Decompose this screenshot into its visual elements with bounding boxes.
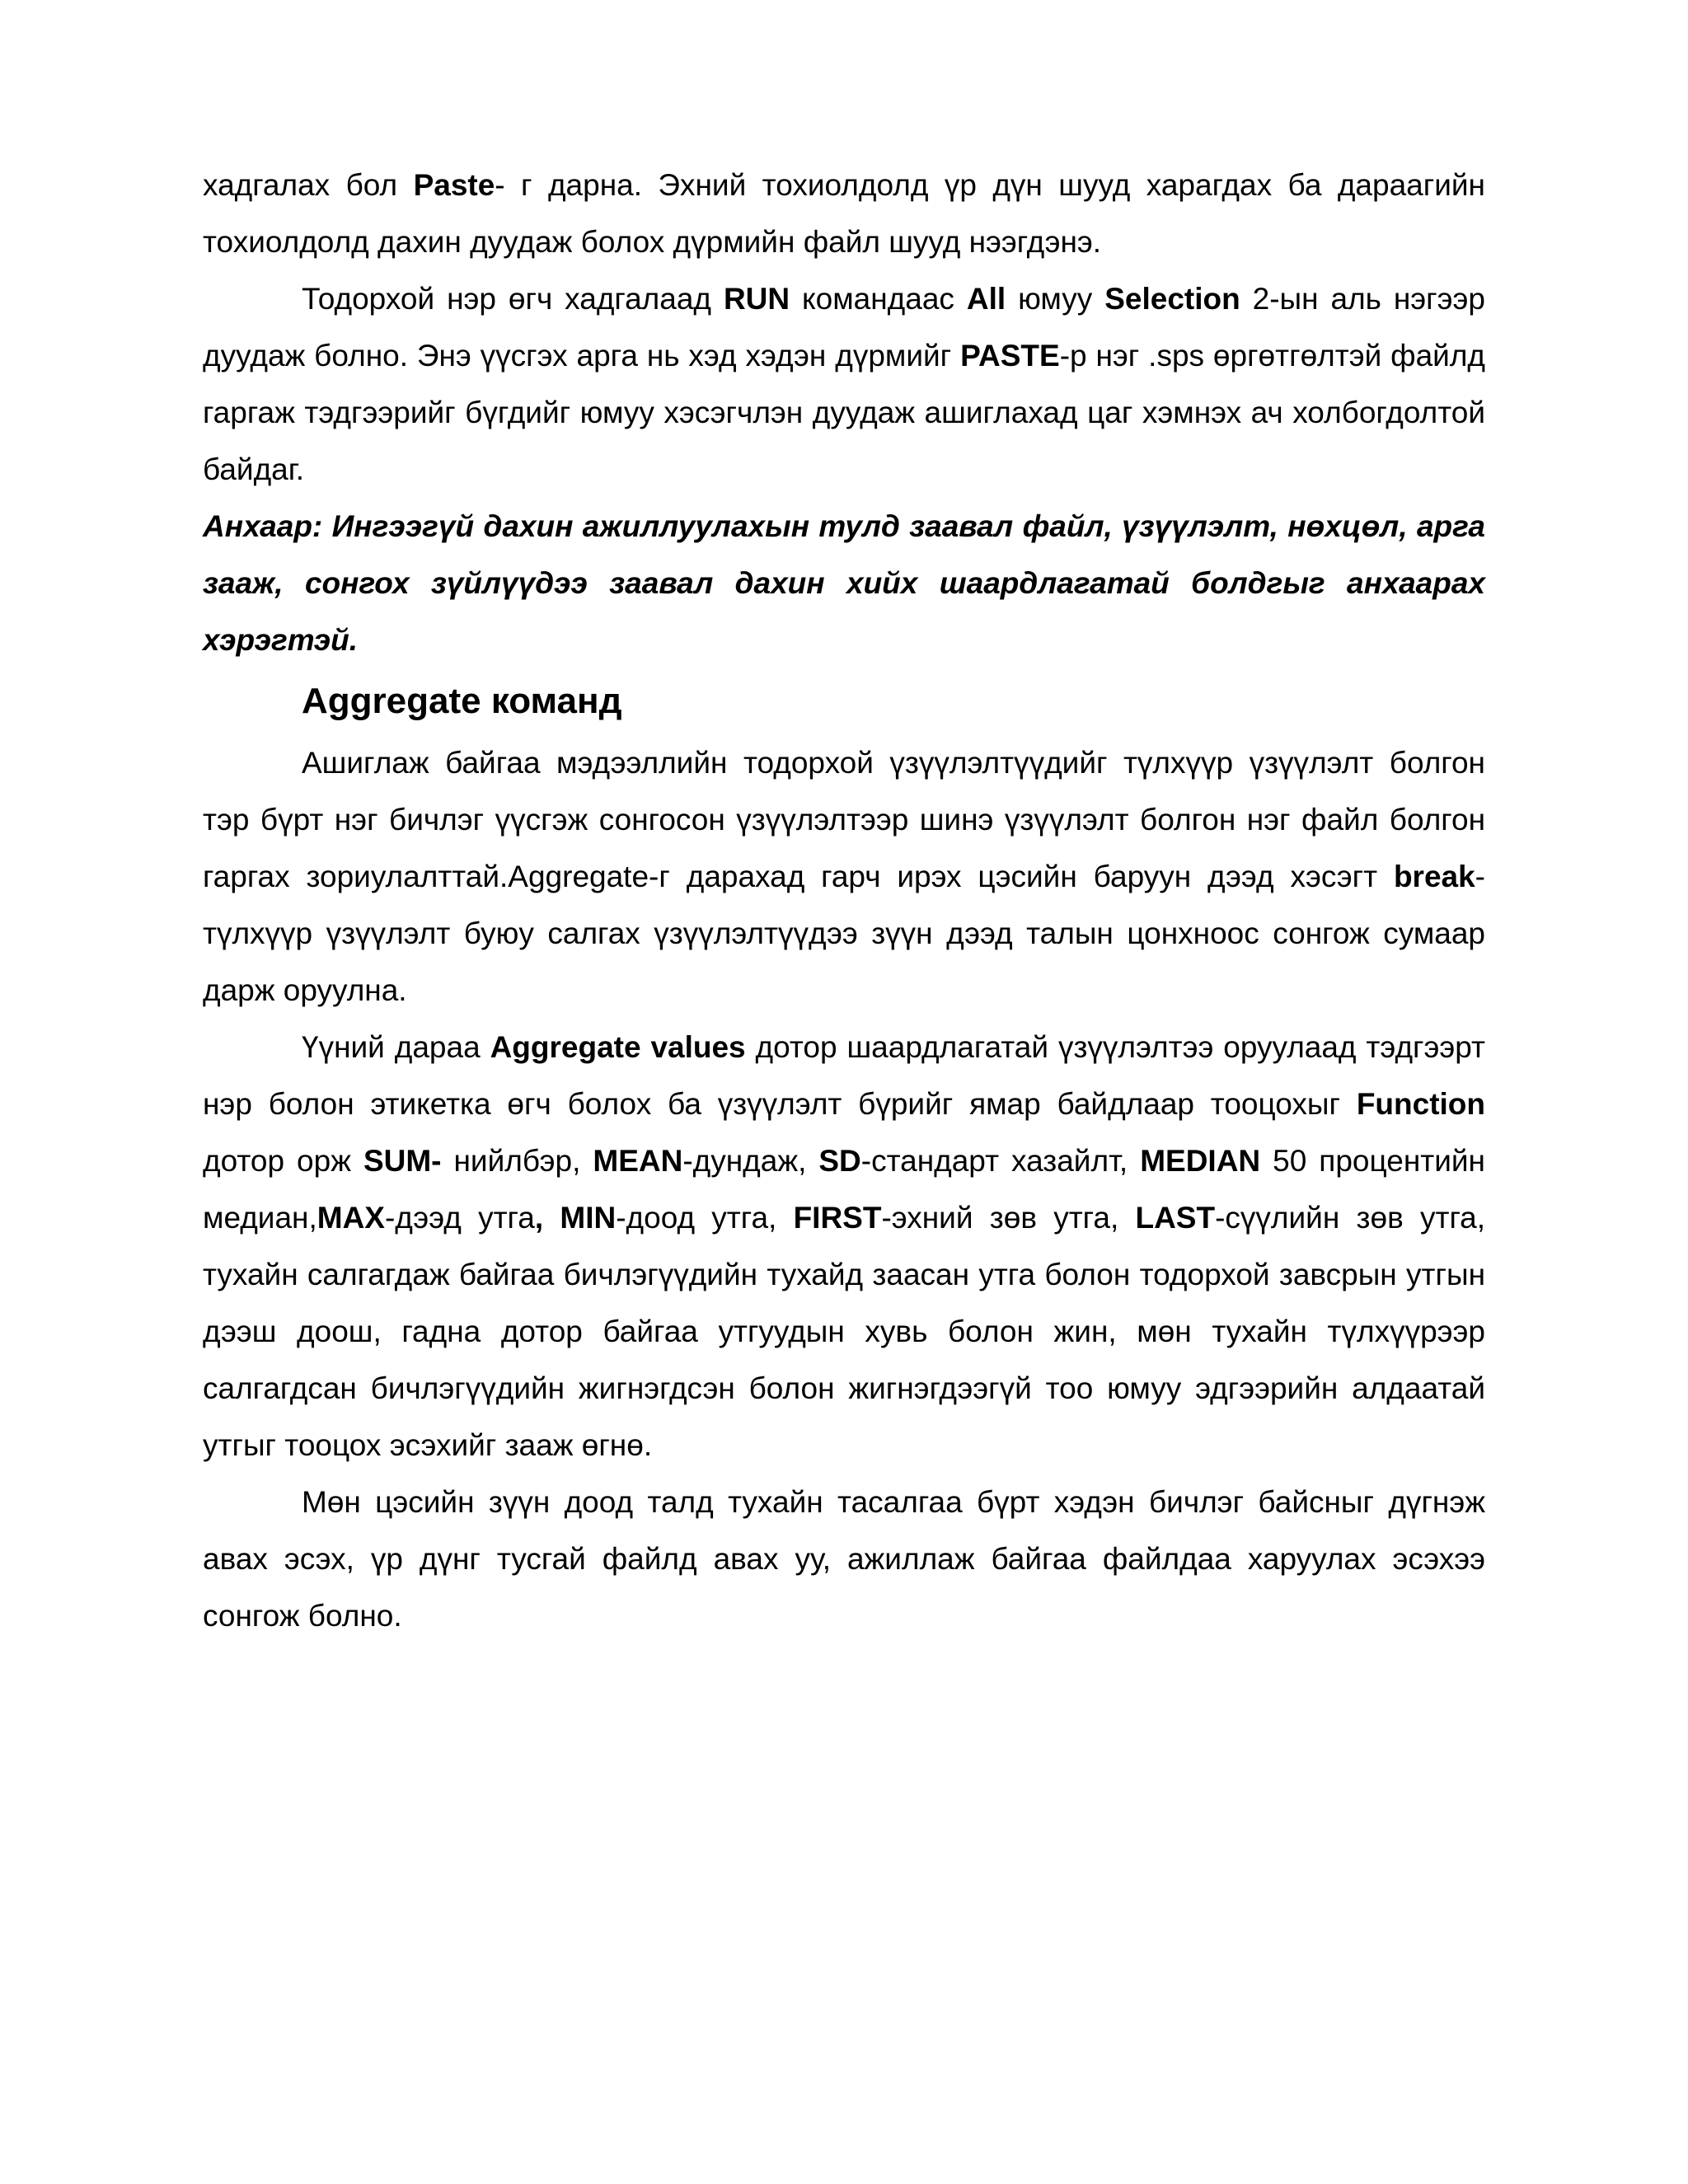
text-run: -дундаж, [682, 1144, 819, 1178]
bold-term-sd: SD [818, 1144, 861, 1178]
text-run: Ашиглаж байгаа мэдээллийн тодорхой үзүүлэлтүүдийг түлхүүр үзүүлэлт болгон тэр бүрт нэг бичлэг үүсгэж сонгосон үзүүлэлтээр шинэ үзүүлэлт болгон нэг файл болгон гаргах зориулалттай.Aggregate-г дарахад гарч ирэх цэсийн баруун дээд хэсэгт [203, 746, 1485, 893]
text-run: Үүний дараа [302, 1030, 490, 1064]
paragraph-aggregate-intro [203, 734, 1485, 1019]
text-run: -доод утга, [616, 1201, 794, 1235]
paragraph-summary-options: Мөн цэсийн зүүн доод талд тухайн тасалгаа бүрт хэдэн бичлэг байсныг дүгнэж авах эсэх, үр дүнг тусгай файлд авах уу, ажиллаж байгаа файлдаа харуулах эсэхээ сонгож болно. [203, 1485, 1485, 1633]
text-run: нийлбэр, [441, 1144, 593, 1178]
document-page [203, 157, 1485, 1644]
text-run: Тодорхой нэр өгч хадгалаад [302, 282, 724, 316]
bold-term-mean: MEAN [593, 1144, 683, 1178]
text-run: -эхний зөв утга, [881, 1201, 1136, 1235]
text-run: -стандарт хазайлт, [860, 1144, 1141, 1178]
text-run: 50 процентийн медиан, [203, 1144, 1485, 1235]
text-run: -дээд утга [384, 1201, 535, 1235]
bold-term-paste-upper: PASTE [960, 339, 1060, 373]
bold-term-sum: SUM- [363, 1144, 442, 1178]
paragraph-run-command [203, 270, 1485, 498]
text-run: - г дарна. Эхний тохиолдолд үр дүн шууд харагдах ба дараагийн тохиолдолд дахин дуудаж болох дүрмийн файл шууд нээгдэнэ. [203, 168, 1485, 259]
text-run: дотор шаардлагатай үзүүлэлтээ оруулаад тэдгээрт нэр болон этикетка өгч болох ба үзүүлэлт бүрийг ямар байдлаар тооцохыг [203, 1030, 1485, 1121]
bold-term-run: RUN [723, 282, 790, 316]
bold-term-function: Function [1356, 1087, 1485, 1121]
bold-term-selection: Selection [1104, 282, 1240, 316]
text-run: юмуу [1006, 282, 1105, 316]
bold-term-median: MEDIAN [1140, 1144, 1261, 1178]
section-heading: Aggregate команд [302, 681, 622, 721]
paragraph-aggregate-values [203, 1019, 1485, 1474]
bold-term-all: All [966, 282, 1006, 316]
text-run: 2-ын аль нэгээр дуудаж болно. Энэ үүсгэх арга нь хэд хэдэн дүрмийг [203, 282, 1486, 373]
warning-note: Анхаар: Ингээгүй дахин ажиллуулахын тулд заавал файл, үзүүлэлт, нөхцөл, арга зааж, сонгох зүйлүүдээ заавал дахин хийх шаардлагатай болдгыг анхаарах хэрэгтэй. [203, 509, 1485, 657]
text-run: командаас [790, 282, 967, 316]
bold-term-max: MAX [316, 1201, 385, 1235]
text-run: хадгалах бол [203, 168, 414, 202]
paragraph-paste [203, 157, 1485, 270]
bold-term-paste: Paste [413, 168, 495, 202]
text-run: -сүүлийн зөв утга, тухайн салгагдаж байгаа бичлэгүүдийн тухайд заасан утга болон тодорхой завсрын утгын дээш доош, гадна дотор байгаа утгуудын хувь болон жин, мөн тухайн түлхүүрээр салгагдсан бичлэгүүдийн жигнэгдсэн болон жигнэгдээгүй тоо юмуу эдгээрийн алдаатай утгыг тооцох эсэхийг зааж өгнө. [203, 1201, 1485, 1462]
bold-term-last: LAST [1135, 1201, 1216, 1235]
text-run: дотор орж [203, 1144, 363, 1178]
text-run: -түлхүүр үзүүлэлт буюу салгах үзүүлэлтүүдээ зүүн дээд талын цонхноос сонгож сумаар дарж оруулна. [203, 860, 1485, 1007]
bold-term-aggregate-values: Aggregate values [490, 1030, 746, 1064]
bold-term-first: FIRST [793, 1201, 882, 1235]
bold-term-break: break [1393, 860, 1475, 893]
text-run: -р нэг .sps өргөтгөлтэй файлд гаргаж тэдгээрийг бүгдийг юмуу хэсэгчлэн дуудаж ашиглахад цаг хэмнэх ач холбогдолтой байдаг. [203, 339, 1485, 486]
bold-term-min: , MIN [534, 1201, 617, 1235]
